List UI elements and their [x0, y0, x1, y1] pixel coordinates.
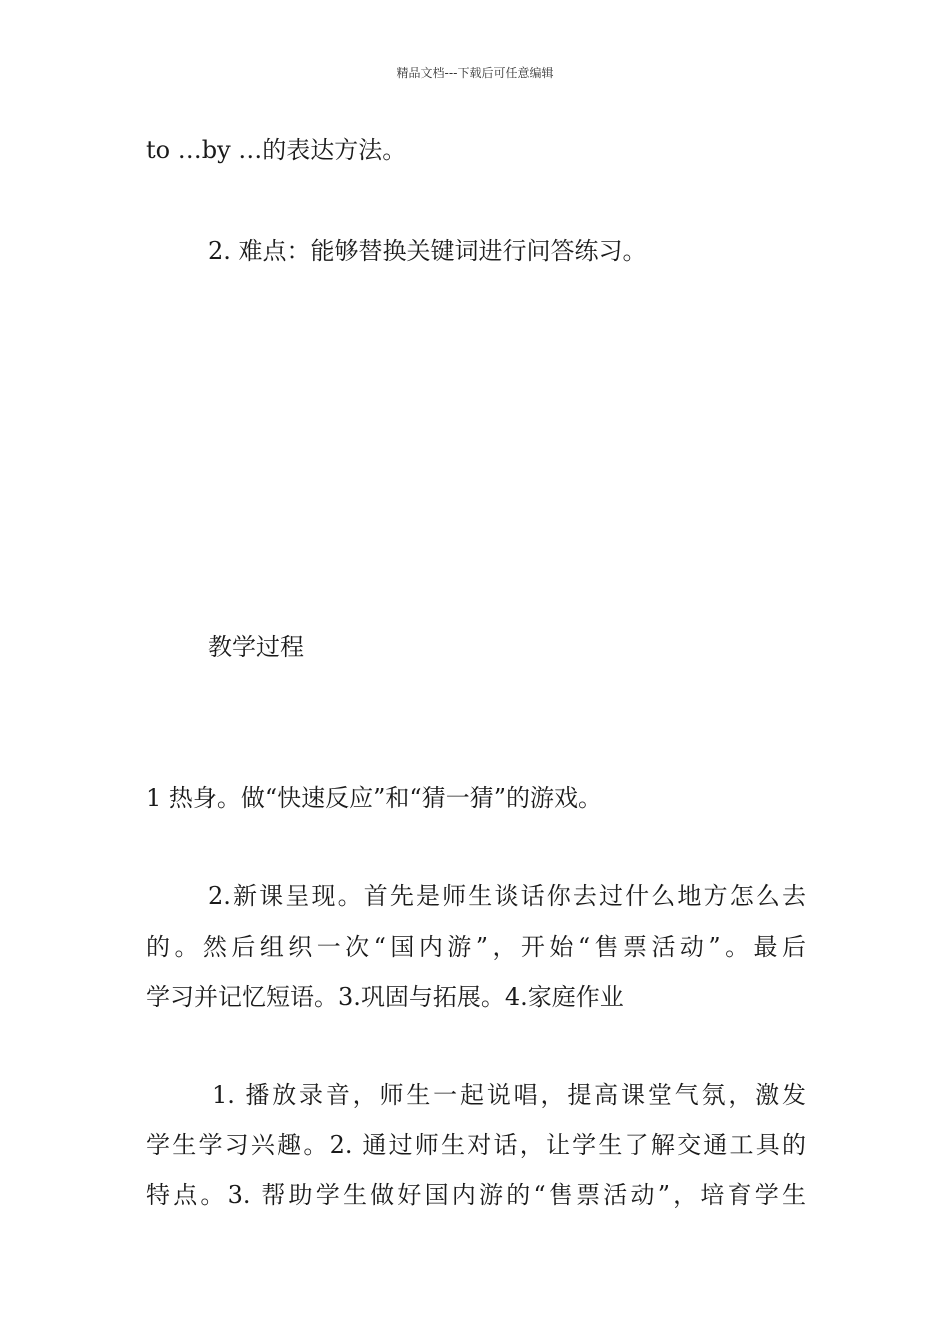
text-line-1: to …by …的表达方法。 [146, 136, 407, 164]
paragraph-3-line-1: 1. 播放录音，师生一起说唱，提高课堂气氛，激发 [212, 1081, 806, 1109]
paragraph-3-line-2: 学生学习兴趣。2. 通过师生对话，让学生了解交通工具的 [146, 1131, 806, 1159]
paragraph-3-line-3: 特点。3. 帮助学生做好国内游的“售票活动”，培育学生 [146, 1181, 806, 1209]
paragraph-2-line-1: 2.新课呈现。首先是师生谈话你去过什么地方怎么去 [208, 882, 806, 910]
paragraph-warmup: 1 热身。做“快速反应”和“猜一猜”的游戏。 [146, 784, 602, 812]
page-header: 精品文档---下载后可任意编辑 [396, 66, 554, 80]
section-title: 教学过程 [208, 633, 304, 661]
paragraph-2-line-3: 学习并记忆短语。3.巩固与拓展。4.家庭作业 [146, 983, 624, 1011]
text-line-difficulty: 2. 难点：能够替换关键词进行问答练习。 [208, 237, 647, 265]
paragraph-2-line-2: 的。然后组织一次“国内游”，开始“售票活动”。最后 [146, 933, 806, 961]
